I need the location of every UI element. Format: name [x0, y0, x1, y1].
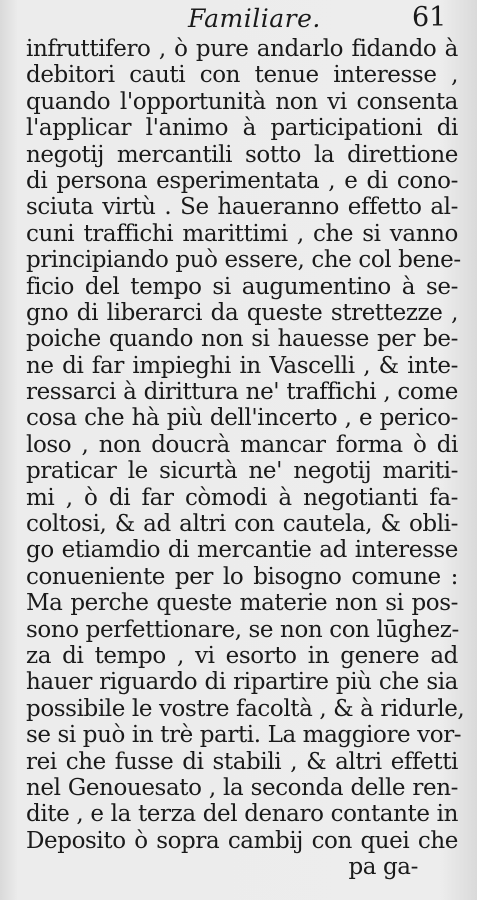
text-line: cosa che hà più dell'incerto , e perico- [26, 405, 458, 432]
text-line: ficio del tempo si augumentino à se- [26, 273, 458, 300]
text-line: sciuta virtù . Se haueranno effetto al- [26, 194, 458, 221]
text-line: quando l'opportunità non vi consenta [26, 88, 458, 115]
text-line: hauer riguardo di ripartire più che sia [26, 669, 458, 696]
text-line: mi , ò di far còmodi à negotianti fa- [26, 484, 458, 511]
text-line: coltosi, & ad altri con cautela, & obli- [26, 511, 458, 538]
text-line: principiando può essere, che col bene- [26, 247, 461, 274]
text-line: poiche quando non si hauesse per be- [26, 326, 458, 353]
text-line: nel Genouesato , la seconda delle ren- [26, 774, 458, 801]
text-line: debitori cauti con tenue interesse , [26, 62, 458, 89]
text-line: negotij mercantili sotto la direttione [26, 141, 458, 168]
text-line: l'applicar l'animo à participationi di [26, 115, 458, 142]
text-line: loso , non doucrà mancar forma ò di [26, 431, 458, 458]
text-line: za di tempo , vi esorto in genere ad [26, 642, 458, 669]
text-line: dite , e la terza del denaro contante in [26, 801, 458, 828]
text-line: se si può in trè parti. La maggiore vor- [26, 722, 462, 749]
text-line: gno di liberarci da queste strettezze , [26, 299, 458, 326]
text-line: conueniente per lo bisogno comune : [26, 563, 458, 590]
text-line: cuni traffichi marittimi , che si vanno [26, 220, 458, 247]
catchword: pa ga- [348, 854, 418, 881]
page-number: 61 [412, 2, 447, 33]
text-line: go etiamdio di mercantie ad interesse [26, 537, 458, 564]
text-line: di persona esperimentata , e di cono- [26, 167, 458, 194]
text-line: rei che fusse di stabili , & altri effetti [26, 748, 458, 775]
text-line: Deposito ò sopra cambij con quei che [26, 827, 458, 854]
text-line: ressarci à dirittura ne' traffichi , come [26, 379, 458, 406]
text-line: infruttifero , ò pure andarlo fidando à [26, 36, 458, 62]
running-head-title: Familiare. [188, 4, 321, 33]
text-line: Ma perche queste materie non si pos- [26, 590, 458, 617]
text-line: sono perfettionare, se non con lūghez- [26, 616, 459, 643]
text-line: praticar le sicurtà ne' negotij mariti- [26, 458, 458, 485]
text-line: ne di far impieghi in Vascelli , & inte- [26, 352, 458, 379]
running-head [0, 4, 477, 34]
text-line: possibile le vostre facoltà , & à ridurle, [26, 695, 465, 722]
body-text [26, 36, 465, 881]
